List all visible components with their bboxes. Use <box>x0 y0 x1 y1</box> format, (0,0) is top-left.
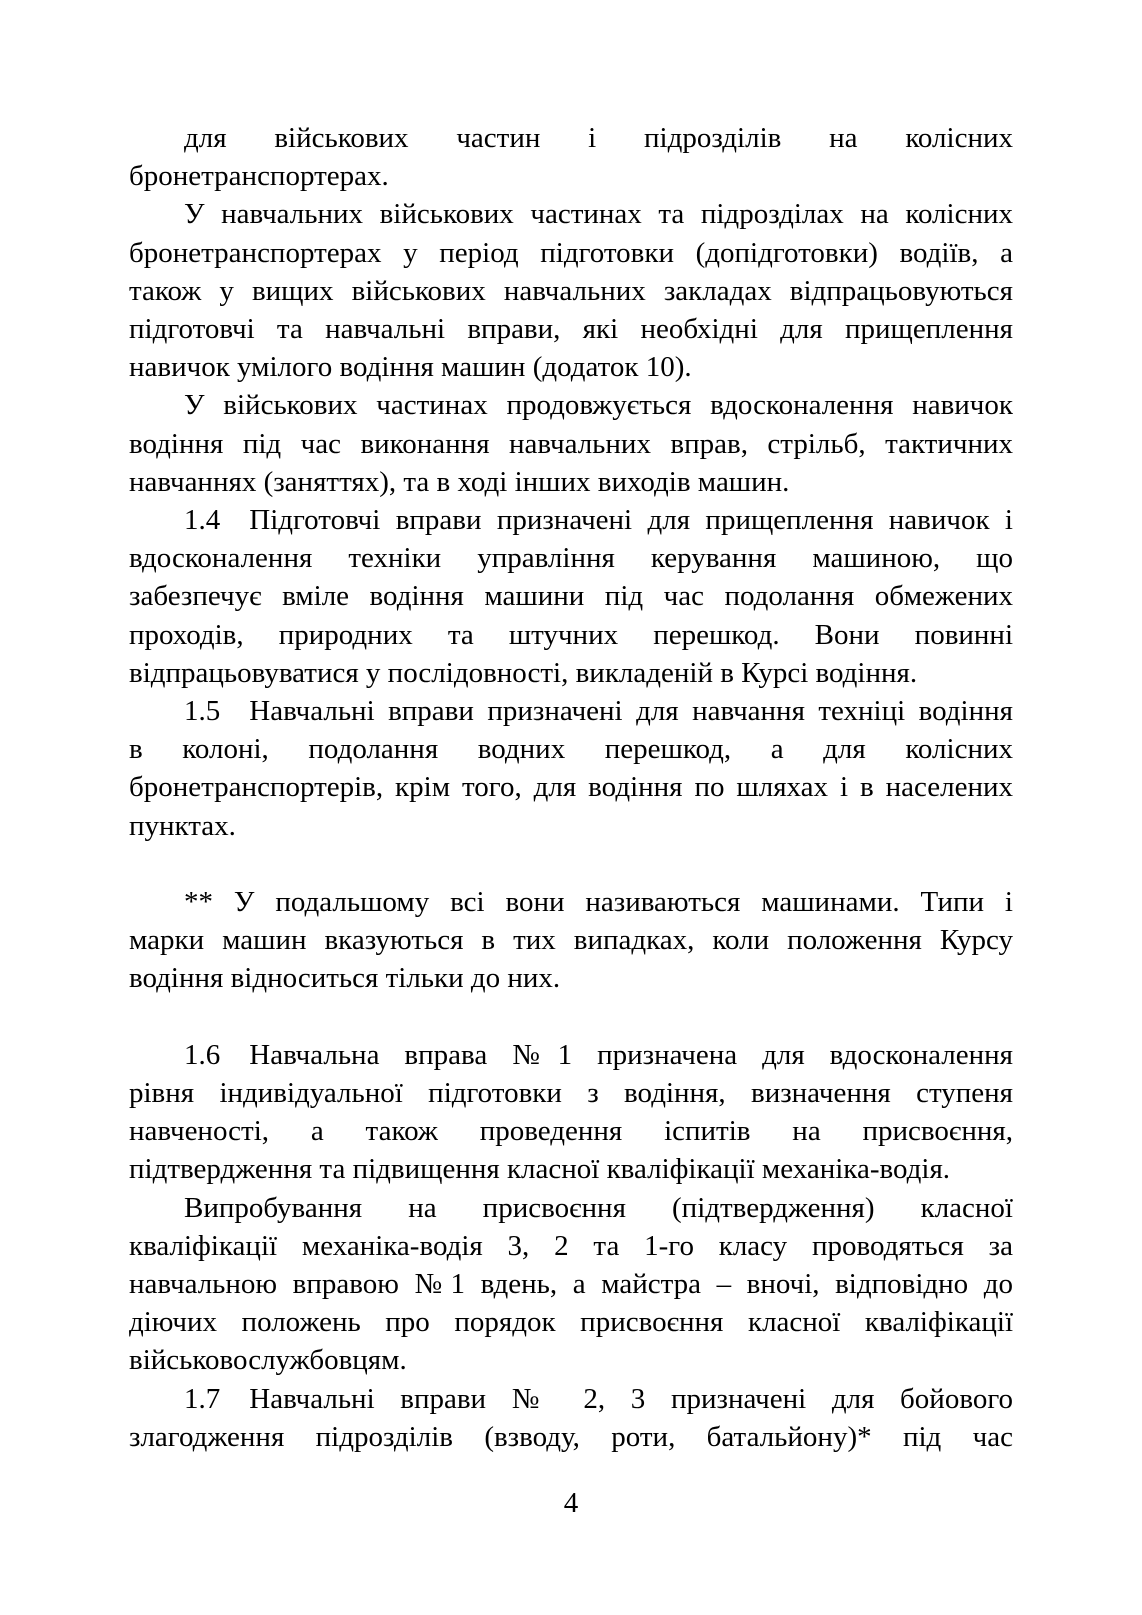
text-line: Випробування на присвоєння (підтвердження) класної <box>184 1191 1013 1224</box>
text-line: бронетранспортерів, крім того, для водіння по шляхах і в населених <box>129 771 1013 804</box>
text-line: навчаннях (заняттях), та в ході інших виходів машин. <box>129 465 790 498</box>
paragraph-qualification-tests <box>129 1189 1013 1380</box>
text-line: водіння відноситься тільки до них. <box>129 962 561 995</box>
paragraph-1-6 <box>129 1036 1013 1189</box>
text-line: У військових частинах продовжується вдосконалення навичок <box>184 389 1013 422</box>
text-line: діючих положень про порядок присвоєння класної кваліфікації <box>129 1306 1013 1339</box>
footnote <box>129 883 1013 998</box>
text-line: проходів, природних та штучних перешкод. Вони повинні <box>129 618 1013 651</box>
text-line: бронетранспортерах у період підготовки (допідготовки) водіїв, а <box>129 236 1013 269</box>
text-line: також у вищих військових навчальних закладах відпрацьовуються <box>129 274 1013 307</box>
blank-line <box>129 998 1013 1036</box>
text-line: ** У подальшому всі вони називаються машинами. Типи і <box>184 886 1013 919</box>
text-line: водіння під час виконання навчальних вправ, стрільб, тактичних <box>129 427 1013 460</box>
text-line: військовослужбовцям. <box>129 1344 407 1377</box>
text-line: навчальною вправою №1 вдень, а майстра – вночі, відповідно до <box>129 1268 1013 1301</box>
text-line: рівня індивідуальної підготовки з водіння, визначення ступеня <box>129 1077 1013 1110</box>
text-line: 1.4 Підготовчі вправи призначені для прищеплення навичок і <box>184 504 1013 537</box>
paragraph-training-units <box>129 195 1013 386</box>
blank-line <box>129 845 1013 883</box>
paragraph-military-units <box>129 386 1013 501</box>
text-line: для військових частин і підрозділів на колісних <box>184 122 1013 154</box>
text-line: бронетранспортерах. <box>129 160 389 193</box>
paragraph-1-4 <box>129 501 1013 692</box>
text-line: У навчальних військових частинах та підрозділах на колісних <box>184 198 1013 231</box>
text-line: злагодження підрозділів (взводу, роти, батальйону)* під час <box>129 1420 1013 1453</box>
text-line: 1.6 Навчальна вправа №1 призначена для вдосконалення <box>184 1038 1013 1071</box>
text-line: відпрацьовуватися у послідовності, викладеній в Курсі водіння. <box>129 656 918 689</box>
text-line: марки машин вказуються в тих випадках, коли положення Курсу <box>129 924 1013 957</box>
text-line: в колоні, подолання водних перешкод, а для колісних <box>129 733 1013 766</box>
text-line: кваліфікації механіка-водія 3, 2 та 1-го класу проводяться за <box>129 1229 1013 1262</box>
document-page <box>129 119 1013 1456</box>
text-line: пунктах. <box>129 809 236 842</box>
paragraph-continuation <box>129 119 1013 195</box>
text-line: 1.5 Навчальні вправи призначені для навчання техніці водіння <box>184 695 1013 728</box>
text-line: забезпечує вміле водіння машини під час подолання обмежених <box>129 580 1013 613</box>
paragraph-1-7 <box>129 1380 1013 1456</box>
text-line: підтвердження та підвищення класної кваліфікації механіка-водія. <box>129 1153 951 1186</box>
text-line: підготовчі та навчальні вправи, які необхідні для прищеплення <box>129 313 1013 346</box>
page-number: 4 <box>563 1487 579 1519</box>
text-line: 1.7 Навчальні вправи № 2, 3 призначені для бойового <box>184 1382 1013 1415</box>
text-line: навичок умілого водіння машин (додаток 10). <box>129 351 692 384</box>
paragraph-1-5 <box>129 692 1013 845</box>
text-line: вдосконалення техніки управління керування машиною, що <box>129 542 1013 575</box>
text-line: навченості, а також проведення іспитів на присвоєння, <box>129 1115 1013 1148</box>
